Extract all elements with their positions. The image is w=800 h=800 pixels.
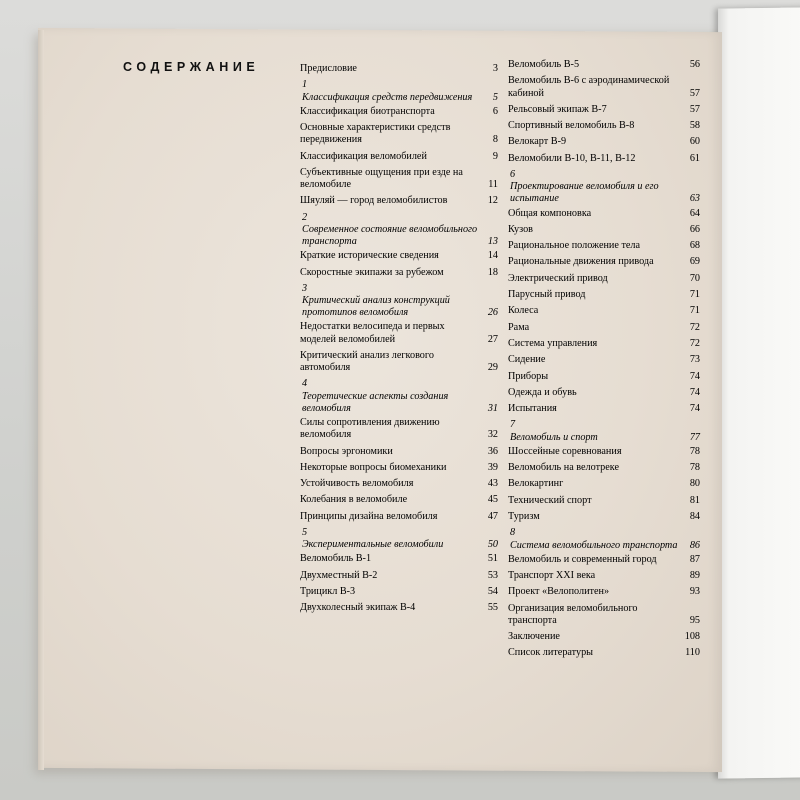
page-number: 78: [689, 445, 700, 457]
entry-title: Веломобиль и современный город: [508, 553, 657, 565]
entry-title: Рама: [508, 321, 530, 333]
page-number: 69: [689, 256, 700, 268]
entry-title: Силы сопротивления движению веломобиля: [300, 417, 440, 441]
entry-title: Туризм: [508, 511, 540, 523]
page-number: 93: [689, 586, 700, 598]
page-number: 13: [487, 236, 498, 247]
toc-entry: [300, 321, 498, 345]
toc-entry: [508, 273, 700, 285]
toc-entry: [508, 403, 700, 415]
entry-title: Электрический привод: [508, 272, 608, 284]
page-number: 50: [487, 539, 498, 551]
page-number: 72: [689, 321, 700, 333]
entry-title: Спортивный веломобиль В-8: [508, 120, 635, 132]
toc-entry: [508, 240, 700, 252]
toc-entry: [300, 446, 498, 458]
page-number: 18: [487, 266, 498, 278]
toc-entry: [300, 122, 498, 146]
toc-entry: [508, 322, 700, 334]
page-number: 3: [492, 63, 498, 74]
toc-entry: [508, 446, 700, 458]
page-number: 110: [685, 647, 700, 659]
toc-entry: [508, 631, 700, 643]
page-number: 26: [487, 307, 498, 319]
page-number: 77: [689, 431, 700, 443]
entry-title: Транспорт XXI века: [508, 570, 596, 582]
entry-title: Колебания в веломобиле: [300, 494, 408, 506]
page-number: 61: [689, 152, 700, 164]
contents-heading: СОДЕРЖАНИЕ: [123, 60, 260, 74]
toc-entry: [508, 371, 700, 383]
page-number: 29: [487, 362, 498, 374]
page-number: 64: [689, 207, 700, 219]
toc-entry: [508, 511, 700, 523]
entry-title: Колеса: [508, 305, 539, 317]
entry-title: Общая компоновка: [508, 207, 592, 219]
entry-title: Недостатки велосипеда и первых моделей веломобилей: [300, 321, 445, 345]
entry-title: Веломобили В-10, В-11, В-12: [508, 152, 636, 164]
page-number: 66: [689, 223, 700, 235]
entry-title: Устойчивость веломобиля: [300, 478, 414, 490]
page-number: 80: [689, 478, 700, 490]
entry-title: Кузов: [508, 223, 533, 235]
page-number: 14: [487, 250, 498, 262]
chapter-number: 4: [302, 378, 308, 390]
toc-entry: [300, 195, 498, 207]
page-number: 60: [689, 136, 700, 148]
chapter-number: 6: [510, 168, 516, 180]
chapter-title: Веломобиль и спорт: [510, 431, 598, 443]
entry-title: Веломобиль В-5: [508, 59, 580, 70]
entry-title: Велокарт В-9: [508, 136, 567, 148]
page-number: 81: [689, 494, 700, 506]
chapter-number: 2: [302, 211, 308, 223]
entry-title: Критический анализ легкового автомобиля: [300, 349, 434, 374]
toc-entry: [300, 570, 498, 582]
entry-title: Приборы: [508, 370, 549, 382]
entry-title: Предисловие: [300, 63, 357, 74]
toc-entry: [508, 603, 700, 627]
page-number: 78: [689, 462, 700, 474]
toc-entry: [508, 136, 700, 148]
toc-chapter: [302, 527, 498, 551]
page-number: 31: [487, 402, 498, 414]
page-number: 95: [689, 614, 700, 626]
toc-entry: [300, 462, 498, 474]
toc-entry: [508, 75, 700, 99]
entry-title: Шяуляй — город веломобилистов: [300, 195, 448, 207]
toc-entry: [508, 59, 700, 71]
toc-entry: [300, 151, 498, 163]
page-number: 71: [689, 305, 700, 317]
facing-page: [718, 7, 800, 778]
chapter-title: Система веломобильного транспорта: [510, 539, 678, 551]
chapter-number: 3: [302, 282, 308, 294]
entry-title: Парусный привод: [508, 289, 586, 301]
entry-title: Краткие исторические сведения: [300, 250, 439, 262]
page-number: 108: [684, 631, 700, 643]
page-number: 9: [492, 150, 498, 162]
toc-entry: [508, 554, 700, 566]
page-number: 51: [487, 553, 498, 565]
entry-title: Рациональные движения привода: [508, 256, 654, 268]
page-number: 32: [487, 429, 498, 441]
page-number: 89: [689, 570, 700, 582]
toc-chapter: [302, 79, 498, 103]
chapter-title: Теоретические аспекты создания веломобиля: [302, 390, 449, 414]
chapter-number: 5: [302, 527, 308, 538]
entry-title: Двухколесный экипаж В-4: [300, 602, 416, 614]
entry-title: Основные характеристики средств передвижения: [300, 122, 451, 146]
page-number: 43: [487, 478, 498, 490]
page-number: 6: [492, 105, 498, 117]
page-number: 71: [689, 289, 700, 301]
entry-title: Шоссейные соревнования: [508, 445, 622, 457]
toc-entry: [508, 289, 700, 301]
toc-entry: [508, 208, 700, 220]
entry-title: Субъективные ощущения при езде на веломобиле: [300, 166, 463, 190]
toc-column-left: [300, 63, 498, 619]
toc-entry: [300, 602, 498, 614]
toc-chapter: [302, 283, 498, 320]
page-number: 11: [488, 179, 498, 190]
page-number: 63: [689, 193, 700, 205]
toc-entry: [300, 553, 498, 565]
page-number: 70: [689, 272, 700, 284]
page-number: 47: [487, 510, 498, 522]
toc-entry: [508, 256, 700, 268]
entry-title: Сидение: [508, 354, 546, 366]
chapter-number: 1: [302, 79, 308, 91]
entry-title: Классификация биотранспорта: [300, 105, 435, 117]
toc-entry: [300, 417, 498, 441]
chapter-title: Критический анализ конструкций прототипов веломобиля: [302, 295, 450, 319]
entry-title: Веломобиль на велотреке: [508, 462, 619, 474]
page-number: 55: [487, 602, 498, 614]
entry-title: Классификация веломобилей: [300, 150, 427, 162]
page-number: 36: [487, 445, 498, 457]
toc-entry: [508, 647, 700, 659]
page-number: 57: [689, 103, 700, 115]
page-number: 84: [689, 511, 700, 523]
entry-title: Проект «Велополитен»: [508, 586, 610, 598]
entry-title: Организация веломобильного транспорта: [508, 602, 638, 626]
page-number: 54: [487, 586, 498, 597]
page-number: 74: [689, 403, 700, 415]
entry-title: Рациональное положение тела: [508, 240, 641, 252]
toc-entry: [508, 305, 700, 317]
entry-title: Технический спорт: [508, 494, 592, 506]
entry-title: Принципы дизайна веломобиля: [300, 510, 438, 522]
toc-entry: [508, 120, 700, 132]
toc-entry: [300, 267, 498, 279]
chapter-title: Современное состояние веломобильного транспорта: [302, 223, 478, 247]
page-number: 39: [487, 461, 498, 473]
entry-title: Список литературы: [508, 647, 594, 659]
chapter-title: Классификация средств передвижения: [302, 91, 473, 103]
page-number: 87: [689, 553, 700, 565]
page-number: 74: [689, 370, 700, 382]
toc-entry: [300, 250, 498, 262]
toc-column-right: [508, 59, 700, 664]
toc-entry: [508, 153, 700, 165]
toc-entry: [300, 494, 498, 506]
toc-entry: [300, 106, 498, 118]
entry-title: Заключение: [508, 631, 560, 643]
page-number: 8: [492, 134, 498, 146]
entry-title: Вопросы эргономики: [300, 445, 393, 457]
page-number: 86: [689, 539, 700, 551]
entry-title: Веломобиль В-1: [300, 553, 372, 565]
toc-entry: [508, 338, 700, 350]
toc-entry: [300, 63, 498, 75]
page-number: 74: [689, 386, 700, 398]
toc-entry: [508, 462, 700, 474]
toc-entry: [508, 478, 700, 490]
page-number: 12: [487, 195, 498, 207]
page-number: 58: [689, 120, 700, 132]
toc-entry: [300, 350, 498, 374]
entry-title: Двухместный В-2: [300, 569, 378, 581]
entry-title: Веломобиль В-6 с аэродинамической кабиной: [508, 75, 670, 99]
toc-entry: [508, 224, 700, 236]
entry-title: Велокартинг: [508, 478, 564, 490]
toc-entry: [300, 511, 498, 523]
toc-entry: [508, 586, 700, 598]
page-number: 53: [487, 569, 498, 581]
toc-entry: [300, 586, 498, 598]
chapter-number: 8: [510, 527, 516, 539]
toc-chapter: [510, 527, 700, 551]
entry-title: Рельсовый экипаж В-7: [508, 103, 607, 115]
entry-title: Одежда и обувь: [508, 386, 577, 398]
toc-entry: [508, 354, 700, 366]
page-number: 57: [689, 87, 700, 99]
entry-title: Некоторые вопросы биомеханики: [300, 461, 447, 473]
entry-title: Трицикл В-3: [300, 586, 356, 597]
entry-title: Скоростные экипажи за рубежом: [300, 266, 444, 278]
entry-title: Испытания: [508, 403, 557, 415]
entry-title: Система управления: [508, 337, 598, 349]
toc-chapter: [302, 212, 498, 249]
page-number: 73: [689, 354, 700, 366]
toc-entry: [508, 387, 700, 399]
chapter-title: Экспериментальные веломобили: [302, 539, 444, 551]
page-number: 68: [689, 240, 700, 252]
toc-entry: [508, 104, 700, 116]
toc-entry: [300, 478, 498, 490]
page-number: 72: [689, 337, 700, 349]
toc-entry: [508, 570, 700, 582]
page-number: 27: [487, 333, 498, 345]
page-number: 56: [689, 59, 700, 70]
toc-entry: [508, 495, 700, 507]
toc-chapter: [302, 378, 498, 415]
toc-entry: [300, 167, 498, 191]
page-number: 5: [492, 91, 498, 103]
toc-chapter: [510, 419, 700, 443]
toc-chapter: [510, 169, 700, 206]
page-edge: [38, 30, 44, 770]
chapter-title: Проектирование веломобиля и его испытание: [510, 181, 659, 205]
chapter-number: 7: [510, 419, 516, 431]
page-number: 45: [487, 494, 498, 506]
